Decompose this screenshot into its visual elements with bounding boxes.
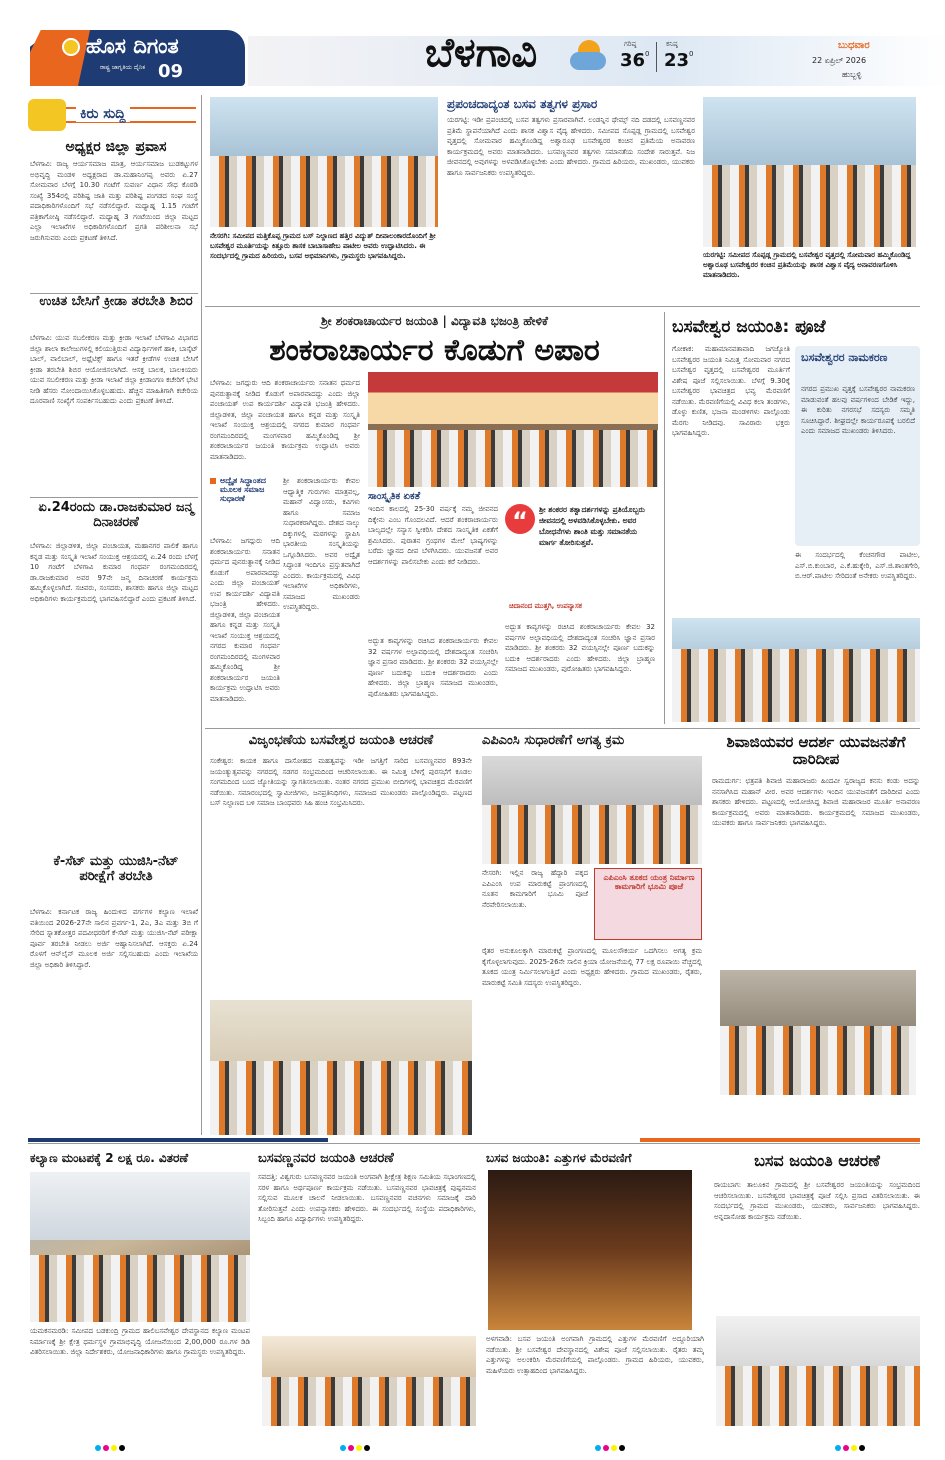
right-tail: ಈ ಸಂದರ್ಭದಲ್ಲಿ ಕೆಂಚನಗೌಡ ಪಾಟೀಲ, ಎಸ್.ಬಿ.ಕುಂಬಾರ, ಎ.ಕೆ.ಹುಕ್ಕೇರಿ, ಎಸ್.ಜಿ.ಶಾಂತಗೇರಿ, ಬಿ.ಆರ್.ಪಾಟೀಲ ಸೇರಿದಂತೆ ಅನೇಕರು ಉಪಸ್ಥಿತರಿದ್ದರು. — [795, 551, 920, 580]
kiru-suddi-column — [26, 95, 199, 1140]
naming-box-body: ನಗರದ ಪ್ರಮುಖ ವೃತ್ತಕ್ಕೆ ಬಸವೇಶ್ವರರ ನಾಮಕರಣ ಮಾಡುವಂತೆ ಹಲವು ವರ್ಷಗಳಿಂದ ಬೇಡಿಕೆ ಇದ್ದು, ಈ ಕುರಿತು ನಗರಸಭೆ ಸದಸ್ಯರು ಸಮ್ಮತಿ ಸೂಚಿಸಿದ್ದಾರೆ. ಶೀಘ್ರದಲ್ಲೇ ಕಾರ್ಯರೂಪಕ್ಕೆ ಬರಲಿದೆ ಎಂದು ಸಮಾಜದ ಮುಖಂಡರು ತಿಳಿಸಿದರು. — [801, 385, 915, 435]
lead-col-4: ಇಂದಿನ ಕಾಲದಲ್ಲಿ 25-30 ವರ್ಷಕ್ಕೆ ನಮ್ಮ ಜೀವನದ ದಿಕ್ಕೇನು ಎಂಬ ಗೊಂದಲವಿದೆ. ಆದರೆ ಶಂಕರಾಚಾರ್ಯರು ಬಾಲ್ಯದಲ್ಲೇ ಸನ್ಯಾಸ ಸ್ವೀಕರಿಸಿ ದೇಶದ ಸಾಂಸ್ಕೃತಿಕ ಏಕತೆಗೆ ಶ್ರಮಿಸಿದರು. ಪುರಾತನ ಗ್ರಂಥಗಳ ಮೇಲೆ ಭಾಷ್ಯಗಳನ್ನು ಬರೆದು ಜ್ಞಾನದ ದೀಪ ಬೆಳಗಿಸಿದರು. ಯುವಜನತೆ ಅವರ ಆದರ್ಶಗಳನ್ನು ಪಾಲಿಸಬೇಕು ಎಂದು ಕರೆ ನೀಡಿದರು. — [368, 505, 498, 566]
bottom-band-navy — [28, 1138, 328, 1142]
brief-2-title: ಉಚಿತ ಬೇಸಿಗೆ ಕ್ರೀಡಾ ತರಬೇತಿ ಶಿಬಿರ — [39, 294, 193, 309]
registration-marks — [340, 1436, 372, 1455]
date-label: 22 ಏಪ್ರಿಲ್ 2026 — [812, 56, 867, 65]
headline-kalyana-mantapa: ಕಲ್ಯಾಣ ಮಂಟಪಕ್ಕೆ 2 ಲಕ್ಷ ರೂ. ವಿತರಣೆ — [30, 1151, 189, 1165]
photo-procession — [672, 618, 920, 722]
column-rule — [201, 95, 202, 1135]
bottom-band-orange — [640, 1138, 920, 1142]
lead-col-2: ಶ್ರೀ ಶಂಕರಾಚಾರ್ಯರು ಕೇವಲ ಆಧ್ಯಾತ್ಮಿಕ ಗುರುಗಳು ಮಾತ್ರವಲ್ಲ, ಮಹಾನ್ ವಿದ್ವಾಂಸರು, ಕವಿಗಳು ಹಾಗೂ ಸಮಾಜ ಸುಧಾರಕರಾಗಿದ್ದರು. ದೇಶದ ನಾಲ್ಕು ದಿಕ್ಕುಗಳಲ್ಲಿ ಮಠಗಳನ್ನು ಸ್ಥಾಪಿಸಿ ಭಾರತೀಯ ಸಂಸ್ಕೃತಿಯನ್ನು ಒಗ್ಗೂಡಿಸಿದರು. ಅವರ ಅದ್ವೈತ ಸಿದ್ಧಾಂತ ಇಂದಿಗೂ ಪ್ರಸ್ತುತವಾಗಿದೆ ಎಂದರು. ಕಾರ್ಯಕ್ರಮದಲ್ಲಿ ವಿವಿಧ ಇಲಾಖೆಗಳ ಅಧಿಕಾರಿಗಳು, ಸಮಾಜದ ಮುಖಂಡರು ಉಪಸ್ಥಿತರಿದ್ದರು. — [283, 477, 360, 611]
brief-1-body: ಬೆಳಗಾವಿ: ರಾಜ್ಯ ಆರ್ಯಸಮಾಜ ಮಾತ್ರ, ಆರ್ಯಸಮಾಜ ಬುಡಕಟ್ಟುಗಳ ಅಭಿವೃದ್ಧಿ ಮಂಡಳಿ ಅಧ್ಯಕ್ಷರಾದ ಡಾ.ಮಹಾನಿಂಗಪ್ಪ ಅವರು ಏ.27 ಸೋಮವಾರ ಬೆಳಗ್ಗೆ 10.30 ಗಂಟೆಗೆ ಸುವರ್ಣ ವಿಧಾನ ಸೌಧ ಕೊಠಡಿ ಸಂಖ್ಯೆ 354ರಲ್ಲಿ ಪರಿಶಿಷ್ಟ ಜಾತಿ ಮತ್ತು ಪರಿಶಿಷ್ಟ ಪಂಗಡದ ಸಂಘ ಸಂಸ್ಥೆ ಪದಾಧಿಕಾರಿಗಳೊಂದಿಗೆ ಸಭೆ ನಡೆಸಲಿದ್ದಾರೆ. ಮಧ್ಯಾಹ್ನ 1.15 ಗಂಟೆಗೆ ಪತ್ರಿಕಾಗೋಷ್ಠಿ ನಡೆಸಲಿದ್ದಾರೆ. ಮಧ್ಯಾಹ್ನ 3 ಗಂಟೆಯಿಂದ ಜಿಲ್ಲಾ ಮಟ್ಟದ ಎಲ್ಲಾ ಇಲಾಖೆಗಳ ಅಧಿಕಾರಿಗಳೊಂದಿಗೆ ಪ್ರಗತಿ ಪರಿಶೀಲನಾ ಸಭೆ ಜರುಗಿಸುವರು ಎಂದು ಪ್ರಕಟಣೆ ತಿಳಿಸಿದೆ. — [30, 160, 198, 242]
brief-3-body: ಬೆಳಗಾವಿ: ಜಿಲ್ಲಾಡಳಿತ, ಜಿಲ್ಲಾ ಪಂಚಾಯತ, ಮಹಾನಗರ ಪಾಲಿಕೆ ಹಾಗೂ ಕನ್ನಡ ಮತ್ತು ಸಂಸ್ಕೃತಿ ಇಲಾಖೆ ಸಂಯುಕ್ತ ಆಶ್ರಯದಲ್ಲಿ ಏ.24 ರಂದು ಬೆಳಗ್ಗೆ 10 ಗಂಟೆಗೆ ಬೆಳಗಾವಿ ಕುಮಾರ ಗಂಧರ್ವ ರಂಗಮಂದಿರದಲ್ಲಿ ಡಾ.ರಾಜಕುಮಾರ ಅವರ 97ನೇ ಜನ್ಮ ದಿನಾಚರಣೆ ಕಾರ್ಯಕ್ರಮ ಹಮ್ಮಿಕೊಳ್ಳಲಾಗಿದೆ. ಸಚಿವರು, ಸಂಸದರು, ಶಾಸಕರು ಹಾಗೂ ಜಿಲ್ಲಾ ಮಟ್ಟದ ಅಧಿಕಾರಿಗಳು ಕಾರ್ಯಕ್ರಮದಲ್ಲಿ ಭಾಗವಹಿಸಲಿದ್ದಾರೆ ಎಂದು ಪ್ರಕಟಣೆ ತಿಳಿಸಿದೆ. — [30, 542, 198, 603]
body-sankeshwar: ಸಂಕೇಶ್ವರ: ಕಾಯಕ ಹಾಗೂ ದಾಸೋಹದ ಮಹತ್ವವನ್ನು ಇಡೀ ಜಗತ್ತಿಗೆ ಸಾರಿದ ಬಸವಣ್ಣನವರ 893ನೇ ಜಯಂತ್ಯುತ್ಸವವನ್ನು ನಗರದಲ್ಲಿ ಸಡಗರ ಸಂಭ್ರಮದಿಂದ ಆಚರಿಸಲಾಯಿತು. ಈ ನಿಮಿತ್ತ ಬೆಳಿಗ್ಗೆ ಪುರಸಭೆಗೆ ಕೂಡಲ ಸಂಗಮದಿಂದ ಬಂದ ಜ್ಯೋತಿಯನ್ನು ಸ್ವಾಗತಿಸಲಾಯಿತು. ನಂತರ ನಗರದ ಪ್ರಮುಖ ಬೀದಿಗಳಲ್ಲಿ ಭಾವಚಿತ್ರದ ಮೆರವಣಿಗೆ ನಡೆಯಿತು. ಸಮಾರಂಭದಲ್ಲಿ ಸ್ವಾಮೀಜಿಗಳು, ಜನಪ್ರತಿನಿಧಿಗಳು, ಸಮಾಜದ ಮುಖಂಡರು ಪಾಲ್ಗೊಂಡಿದ್ದರು. ಪಟ್ಟಣದ ಬಸ್ ನಿಲ್ದಾಣದ ಬಳಿ ಸಮಾಜ ಬಾಂಧವರು ಸಿಹಿ ಹಂಚಿ ಸಂಭ್ರಮಿಸಿದರು. — [210, 757, 472, 807]
photo-apmc — [482, 756, 702, 864]
caption-apmc: ನೇಸರಗಿ: ಇಲ್ಲಿನ ರಾಜ್ಯ ಹೆದ್ದಾರಿ ಪಕ್ಕದ ಎಪಿಎಂಸಿ ಉಪ ಮಾರುಕಟ್ಟೆ ಪ್ರಾಂಗಣದಲ್ಲಿ ನೂತನ ಕಾಮಗಾರಿಗೆ ಭೂಮಿ ಪೂಜೆ ನೆರವೇರಿಸಲಾಯಿತು. — [482, 869, 588, 909]
max-label: ಗರಿಷ್ಠ — [624, 40, 637, 48]
divider — [28, 1143, 920, 1144]
lead-kicker: ಶ್ರೀ ಶಂಕರಾಚಾರ್ಯರ ಜಯಂತಿ | ವಿದ್ಯಾವತಿ ಭಜಂತ್ರಿ ಹೇಳಿಕೆ — [321, 314, 548, 328]
headline-basaveshwara-pooje: ಬಸವೇಶ್ವರ ಜಯಂತಿ: ಪೂಜೆ — [672, 317, 826, 337]
lead-headline: ಶಂಕರಾಚಾರ್ಯರ ಕೊಡುಗೆ ಅಪಾರ — [269, 333, 600, 368]
kiru-label: ಕಿರು ಸುದ್ದಿ — [76, 106, 130, 122]
body-apmc: ರೈತರ ಅನುಕೂಲಕ್ಕಾಗಿ ಮಾರುಕಟ್ಟೆ ಪ್ರಾಂಗಣದಲ್ಲಿ ಮೂಲಸೌಕರ್ಯ ಒದಗಿಸಲು ಅಗತ್ಯ ಕ್ರಮ ಕೈಗೊಳ್ಳಲಾಗುವುದು. 2025-26ನೇ ಸಾಲಿನ ಕ್ರಿಯಾ ಯೋಜನೆಯಲ್ಲಿ 77 ಲಕ್ಷ ರೂಪಾಯಿ ವೆಚ್ಚದಲ್ಲಿ ತೂಕದ ಯಂತ್ರ ನಿರ್ಮಿಸಲಾಗುತ್ತಿದೆ ಎಂದು ಅಧ್ಯಕ್ಷರು ಹೇಳಿದರು. ಗ್ರಾಮದ ಮುಖಂಡರು, ರೈತರು, ಮಾರುಕಟ್ಟೆ ಸಮಿತಿ ಸದಸ್ಯರು ಉಪಸ್ಥಿತರಿದ್ದರು. — [482, 947, 702, 987]
lead-col-3: ಅದ್ಭುತ ಕಾವ್ಯಗಳನ್ನು ರಚಿಸಿದ ಶಂಕರಾಚಾರ್ಯರು ಕೇವಲ 32 ವರ್ಷಗಳ ಅಲ್ಪಾವಧಿಯಲ್ಲಿ ದೇಶದಾದ್ಯಂತ ಸಂಚರಿಸಿ ಜ್ಞಾನ ಪ್ರಸಾರ ಮಾಡಿದರು. ಶ್ರೀ ಶಂಕರರು 32 ವಯಸ್ಸಿನಲ್ಲೇ ಪೂರ್ಣ ಬದುಕನ್ನು ಬದುಕಿ ಆದರ್ಶರಾದರು ಎಂದು ಹೇಳಿದರು. ಜಿಲ್ಲಾ ಬ್ರಾಹ್ಮಣ ಸಮಾಜದ ಮುಖಂಡರು, ಪುರೋಹಿತರು ಭಾಗವಹಿಸಿದ್ದರು. — [368, 637, 498, 698]
lead-pull-1: ಅದ್ವೈತ ಸಿದ್ಧಾಂತದ ಮೂಲಕ ಸಮಾಜ ಸುಧಾರಣೆ — [220, 476, 266, 504]
photo-shrine — [488, 1170, 692, 1330]
lead-col-2b: ಬೆಳಗಾವಿ: ಜಗದ್ಗುರು ಆದಿ ಶಂಕರಾಚಾರ್ಯರು ಸನಾತನ ಧರ್ಮದ ಪುನರುತ್ಥಾನಕ್ಕೆ ನೀಡಿದ ಕೊಡುಗೆ ಅಪಾರವಾದದ್ದು ಎಂದು ಜಿಲ್ಲಾ ಪಂಚಾಯತ್ ಉಪ ಕಾರ್ಯದರ್ಶಿ ವಿದ್ಯಾವತಿ ಭಜಂತ್ರಿ ಹೇಳಿದರು. ಜಿಲ್ಲಾಡಳಿತ, ಜಿಲ್ಲಾ ಪಂಚಾಯತ ಹಾಗೂ ಕನ್ನಡ ಮತ್ತು ಸಂಸ್ಕೃತಿ ಇಲಾಖೆ ಸಂಯುಕ್ತ ಆಶ್ರಯದಲ್ಲಿ ನಗರದ ಕುಮಾರ ಗಂಧರ್ವ ರಂಗಮಂದಿರದಲ್ಲಿ ಮಂಗಳವಾರ ಹಮ್ಮಿಕೊಂಡಿದ್ದ ಶ್ರೀ ಶಂಕರಾಚಾರ್ಯರ ಜಯಂತಿ ಕಾರ್ಯಕ್ರಮ ಉದ್ಘಾಟಿಸಿ ಅವರು ಮಾತನಾಡಿದರು. — [210, 537, 280, 703]
apmc-box-text: ಎಪಿಎಂಸಿ ತೂಕದ ಯಂತ್ರ ನಿರ್ಮಾಣ ಕಾಮಗಾರಿಗೆ ಭೂಮಿ ಪೂಜೆ — [603, 873, 695, 892]
max-temp: 36 — [620, 50, 646, 71]
photo-raybag — [716, 1316, 920, 1426]
quote-box — [505, 500, 655, 618]
body-ettugala: ಅಳಗವಾಡಿ: ಬಸವ ಜಯಂತಿ ಅಂಗವಾಗಿ ಗ್ರಾಮದಲ್ಲಿ ಎತ್ತುಗಳ ಮೆರವಣಿಗೆ ಅದ್ದೂರಿಯಾಗಿ ನಡೆಯಿತು. ಶ್ರೀ ಬಸವೇಶ್ವರ ದೇವಸ್ಥಾನದಲ್ಲಿ ವಿಶೇಷ ಪೂಜೆ ಸಲ್ಲಿಸಲಾಯಿತು. ರೈತರು ತಮ್ಮ ಎತ್ತುಗಳನ್ನು ಅಲಂಕರಿಸಿ ಮೆರವಣಿಗೆಯಲ್ಲಿ ಪಾಲ್ಗೊಂಡರು. ಗ್ರಾಮದ ಹಿರಿಯರು, ಯುವಕರು, ಮಹಿಳೆಯರು ಉತ್ಸಾಹದಿಂದ ಭಾಗವಹಿಸಿದ್ದರು. — [486, 1335, 704, 1375]
page-number: 09 — [158, 61, 184, 82]
registration-marks — [835, 1436, 867, 1455]
photo-shivaji — [720, 970, 916, 1095]
column-rule — [664, 312, 665, 724]
caption-mattikoppa: ನೇಸರಗಿ: ಸಮೀಪದ ಮತ್ತಿಕೊಪ್ಪ ಗ್ರಾಮದ ಬಸ್ ನಿಲ್ದಾಣದ ಹತ್ತಿರ ವಿದ್ಯುತ್ ದೀಪಾಲಂಕಾರದೊಂದಿಗೆ ಶ್ರೀ ಬಸವೇಶ್ವರ ಮೂರ್ತಿಯನ್ನು ಕಿತ್ತೂರು ಶಾಸಕ ಬಾಬಾಸಾಹೇಬ ಪಾಟೀಲ ಅವರು ಉದ್ಘಾಟಿಸಿದರು. ಈ ಸಂದರ್ಭದಲ್ಲಿ ಗ್ರಾಮದ ಹಿರಿಯರು, ಬಸವ ಅಭಿಮಾನಿಗಳು, ಗ್ರಾಮಸ್ಥರು ಭಾಗವಹಿಸಿದ್ದರು. — [210, 232, 436, 260]
photo-sankeshwar — [210, 1000, 472, 1135]
body-basavanna-jayanti: ಸವದತ್ತಿ: ವಿಶ್ವಗುರು ಬಸವಣ್ಣನವರ ಜಯಂತಿ ಅಂಗವಾಗಿ ಶ್ರೀಕ್ಷೇತ್ರ ಶಿಕ್ಷಣ ಸಮಿತಿಯ ಸಭಾಂಗಣದಲ್ಲಿ ಸರಳ ಹಾಗೂ ಅರ್ಥಪೂರ್ಣ ಕಾರ್ಯಕ್ರಮ ನಡೆಯಿತು. ಬಸವಣ್ಣನವರ ಭಾವಚಿತ್ರಕ್ಕೆ ಪುಷ್ಪನಮನ ಸಲ್ಲಿಸುವ ಮೂಲಕ ಚಾಲನೆ ನೀಡಲಾಯಿತು. ಬಸವಣ್ಣನವರ ವಚನಗಳು ಸಮಾಜಕ್ಕೆ ದಾರಿ ತೋರಿಸುತ್ತವೆ ಎಂದು ಉಪನ್ಯಾಸಕರು ಹೇಳಿದರು. ಈ ಸಂದರ್ಭದಲ್ಲಿ ಸಂಸ್ಥೆಯ ಪದಾಧಿಕಾರಿಗಳು, ಸಿಬ್ಬಂದಿ ಹಾಗೂ ವಿದ್ಯಾರ್ಥಿಗಳು ಉಪಸ್ಥಿತರಿದ್ದರು. — [258, 1173, 476, 1223]
registration-marks — [95, 1436, 127, 1455]
lead-col-1: ಬೆಳಗಾವಿ: ಜಗದ್ಗುರು ಆದಿ ಶಂಕರಾಚಾರ್ಯರು ಸನಾತನ ಧರ್ಮದ ಪುನರುತ್ಥಾನಕ್ಕೆ ನೀಡಿದ ಕೊಡುಗೆ ಅಪಾರವಾದದ್ದು ಎಂದು ಜಿಲ್ಲಾ ಪಂಚಾಯತ್ ಉಪ ಕಾರ್ಯದರ್ಶಿ ವಿದ್ಯಾವತಿ ಭಜಂತ್ರಿ ಹೇಳಿದರು. ಜಿಲ್ಲಾಡಳಿತ, ಜಿಲ್ಲಾ ಪಂಚಾಯತ ಹಾಗೂ ಕನ್ನಡ ಮತ್ತು ಸಂಸ್ಕೃತಿ ಇಲಾಖೆ ಸಂಯುಕ್ತ ಆಶ್ರಯದಲ್ಲಿ ನಗರದ ಕುಮಾರ ಗಂಧರ್ವ ರಂಗಮಂದಿರದಲ್ಲಿ ಮಂಗಳವಾರ ಹಮ್ಮಿಕೊಂಡಿದ್ದ ಶ್ರೀ ಶಂಕರಾಚಾರ್ಯರ ಜಯಂತಿ ಕಾರ್ಯಕ್ರಮ ಉದ್ಘಾಟಿಸಿ ಅವರು ಮಾತನಾಡಿದರು. — [210, 379, 360, 461]
pull-quote-marker — [210, 478, 216, 484]
headline-basavanna-jayanti: ಬಸವಣ್ಣನವರ ಜಯಂತಿ ಆಚರಣೆ — [258, 1151, 394, 1166]
headline-basava-jayanti-acharane: ಬಸವ ಜಯಂತಿ ಆಚರಣೆ — [754, 1151, 880, 1170]
brief-1-title: ಅಧ್ಯಕ್ಷರ ಜಿಲ್ಲಾ ಪ್ರವಾಸ — [65, 139, 167, 155]
headline-shivaji: ಶಿವಾಜಿಯವರ ಆದರ್ಶ ಯುವಜನತೆಗೆ ದಾರಿದೀಪ — [726, 733, 906, 769]
body-shivaji: ರಾಮದುರ್ಗ: ಛತ್ರಪತಿ ಶಿವಾಜಿ ಮಹಾರಾಜರು ಹಿಂದವೀ ಸ್ವರಾಜ್ಯದ ಕನಸು ಕಂಡು ಅದನ್ನು ನನಸಾಗಿಸಿದ ಮಹಾನ್ ವೀರ. ಅವರ ಆದರ್ಶಗಳು ಇಂದಿನ ಯುವಜನತೆಗೆ ದಾರಿದೀಪ ಎಂದು ಶಾಸಕರು ಹೇಳಿದರು. ಪಟ್ಟಣದಲ್ಲಿ ಆಯೋಜಿಸಿದ್ದ ಶಿವಾಜಿ ಮಹಾರಾಜರ ಮೂರ್ತಿ ಅನಾವರಣ ಕಾರ್ಯಕ್ರಮದಲ್ಲಿ ಅವರು ಮಾತನಾಡಿದರು. ಕಾರ್ಯಕ್ರಮದಲ್ಲಿ ಸಮಾಜದ ಮುಖಂಡರು, ಯುವಕರು ಹಾಗೂ ಸಾರ್ವಜನಿಕರು ಭಾಗವಹಿಸಿದ್ದರು. — [712, 777, 920, 827]
logo-tagline: ರಾಷ್ಟ್ರ ಜಾಗೃತಿಯ ದೈನಿಕ — [100, 64, 146, 71]
headline-sankeshwar: ವಿಜೃಂಭಣೆಯ ಬಸವೇಶ್ವರ ಜಯಂತಿ ಆಚರಣೆ — [248, 733, 434, 748]
min-temp: 23 — [664, 50, 690, 71]
divider — [205, 728, 920, 729]
quote-text: ಶ್ರೀ ಶಂಕರರ ತತ್ವಾದರ್ಶಗಳನ್ನು ಪ್ರತಿಯೊಬ್ಬರು ಜೀವನದಲ್ಲಿ ಅಳವಡಿಸಿಕೊಳ್ಳಬೇಕು. ಅವರ ಬೋಧನೆಗಳು ಶಾಂತಿ ಮತ್ತು ಸಮಾನತೆಯ ಮಾರ್ಗ ತೋರಿಸುತ್ತವೆ. — [539, 505, 645, 547]
degree-symbol: 0 — [645, 50, 650, 58]
photo-mattikoppa — [210, 97, 438, 227]
city-label: ಹುಬ್ಬಳ್ಳಿ — [842, 70, 862, 79]
photo-savadatti — [262, 1336, 476, 1426]
masthead — [0, 0, 945, 92]
brief-2-body: ಬೆಳಗಾವಿ: ಯುವ ಸಬಲೀಕರಣ ಮತ್ತು ಕ್ರೀಡಾ ಇಲಾಖೆ ಬೆಳಗಾವಿ ವಿಭಾಗದ ಜಿಲ್ಲಾ ಶಾಲಾ ಕಾಲೇಜುಗಳಲ್ಲಿ ಕಲಿಯುತ್ತಿರುವ ವಿದ್ಯಾರ್ಥಿಗಳಿಗೆ ಹಾಕಿ, ಬಾಸ್ಕೆಟ್ ಬಾಲ್, ವಾಲಿಬಾಲ್, ಅಥ್ಲೆಟಿಕ್ಸ್ ಹಾಗೂ ಇತರೆ ಕ್ರೀಡೆಗಳ ಉಚಿತ ಬೇಸಿಗೆ ಕ್ರೀಡಾ ತರಬೇತಿ ಶಿಬಿರ ಆಯೋಜಿಸಲಾಗಿದೆ. ಆಸಕ್ತ ಬಾಲಕ, ಬಾಲಕಿಯರು ಯುವ ಸಬಲೀಕರಣ ಮತ್ತು ಕ್ರೀಡಾ ಇಲಾಖೆ ಜಿಲ್ಲಾ ಕ್ರೀಡಾಂಗಣ ಕಚೇರಿಗೆ ಭೇಟಿ ನೀಡಿ ಹೆಸರು ನೋಂದಾಯಿಸಿಕೊಳ್ಳಬಹುದು. ಹೆಚ್ಚಿನ ಮಾಹಿತಿಗಾಗಿ ಕಚೇರಿಯ ದೂರವಾಣಿ ಸಂಖ್ಯೆಗೆ ಸಂಪರ್ಕಿಸಬಹುದು ಎಂದು ಪ್ರಕಟಣೆ ತಿಳಿಸಿದೆ. — [30, 334, 198, 405]
kiru-header — [28, 95, 198, 133]
registration-marks — [595, 1436, 627, 1455]
body-basava-tatva: ಯರಗಟ್ಟಿ: ಇಡೀ ಪ್ರಪಂಚದಲ್ಲಿ ಬಸವ ತತ್ವಗಳು ಪ್ರಸಾರವಾಗಿವೆ. ಲಂಡನ್ನಿನ ಥೇಮ್ಸ್ ನದಿ ದಡದಲ್ಲಿ ಬಸವಣ್ಣನವರ ಪ್ರತಿಮೆ ಸ್ಥಾಪನೆಯಾಗಿದೆ ಎಂದು ಶಾಸಕ ವಿಶ್ವಾಸ ವೈದ್ಯ ಹೇಳಿದರು. ಸಮೀಪದ ಸೊಪ್ಪಡ್ಲ ಗ್ರಾಮದಲ್ಲಿ ಬಸವೇಶ್ವರ ವೃತ್ತದಲ್ಲಿ ಸೋಮವಾರ ಹಮ್ಮಿಕೊಂಡಿದ್ದ ಅಶ್ವಾರೂಢ ಬಸವೇಶ್ವರರ ಕಂಚಿನ ಪ್ರತಿಮೆಯ ಅನಾವರಣ ಕಾರ್ಯಕ್ರಮದಲ್ಲಿ ಅವರು ಮಾತನಾಡಿದರು. ಬಸವಣ್ಣನವರ ತತ್ವಗಳು ಸಮಾನತೆಯ ಸಂದೇಶ ಸಾರುತ್ತವೆ. ನಿಜ ಜೀವನದಲ್ಲಿ ಅವುಗಳನ್ನು ಅಳವಡಿಸಿಕೊಳ್ಳಬೇಕು ಎಂದು ಹೇಳಿದರು. ಗ್ರಾಮದ ಹಿರಿಯರು, ಮುಖಂಡರು, ಯುವಕರು ಹಾಗೂ ಸಾರ್ವಜನಿಕರು ಉಪಸ್ಥಿತರಿದ್ದರು. — [447, 116, 695, 177]
min-label: ಕನಿಷ್ಠ — [666, 40, 678, 48]
body-basaveshwara-pooje: ಗೋಕಾಕ: ಮಹಾಮಾನವತಾವಾದಿ ಜಗಜ್ಯೋತಿ ಬಸವೇಶ್ವರರ ಜಯಂತಿ ನಿಮಿತ್ತ ಸೋಮವಾರ ನಗರದ ಬಸವೇಶ್ವರ ವೃತ್ತದಲ್ಲಿ ಬಸವೇಶ್ವರರ ಮೂರ್ತಿಗೆ ವಿಶೇಷ ಪೂಜೆ ಸಲ್ಲಿಸಲಾಯಿತು. ಬೆಳಗ್ಗೆ 9.30ಕ್ಕೆ ಬಸವೇಶ್ವರರ ಭಾವಚಿತ್ರದ ಭವ್ಯ ಮೆರವಣಿಗೆ ನಡೆಯಿತು. ಮೆರವಣಿಗೆಯಲ್ಲಿ ವಿವಿಧ ಕಲಾ ತಂಡಗಳು, ಡೊಳ್ಳು ಕುಣಿತ, ಭಜನಾ ಮಂಡಳಿಗಳು ಪಾಲ್ಗೊಂಡು ಮೆರಗು ನೀಡಿದವು. ಸಾವಿರಾರು ಭಕ್ತರು ಭಾಗವಹಿಸಿದ್ದರು. — [672, 345, 790, 437]
photo-kalyana — [30, 1172, 250, 1322]
lead-pull-2: ಸಾಂಸ್ಕೃತಿಕ ಏಕತೆ — [368, 491, 421, 502]
sun-cloud-icon — [570, 40, 610, 72]
temp-divider — [656, 42, 657, 72]
lamp-icon — [62, 38, 80, 56]
body-kalyana: ಯಮಕನಮರಡಿ: ಸಮೀಪದ ಬಡಕುಂದ್ರಿ ಗ್ರಾಮದ ಹಾಲಿಬಸವೇಶ್ವರ ದೇವಸ್ಥಾನದ ಕಲ್ಯಾಣ ಮಂಟಪ ನಿರ್ಮಾಣಕ್ಕೆ ಶ್ರೀ ಕ್ಷೇತ್ರ ಧರ್ಮಸ್ಥಳ ಗ್ರಾಮಾಭಿವೃದ್ಧಿ ಯೋಜನೆಯಿಂದ 2,00,000 ರೂ.ಗಳ ಡಿಡಿ ವಿತರಿಸಲಾಯಿತು. ಜಿಲ್ಲಾ ನಿರ್ದೇಶಕರು, ಯೋಜನಾಧಿಕಾರಿಗಳು ಹಾಗೂ ಗ್ರಾಮಸ್ಥರು ಉಪಸ್ಥಿತರಿದ್ದರು. — [30, 1327, 250, 1356]
quote-author: ಚಿದಾನಂದ ಮುತ್ತಗಿ, ಉಪನ್ಯಾಸಕ — [509, 602, 582, 610]
brief-4-body: ಬೆಳಗಾವಿ: ಕರ್ನಾಟಕ ರಾಜ್ಯ ಹಿಂದುಳಿದ ವರ್ಗಗಳ ಕಲ್ಯಾಣ ಇಲಾಖೆ ವತಿಯಿಂದ 2026-27ನೇ ಸಾಲಿನ ಪ್ರವರ್ಗ-1, 2ಎ, 3ಎ ಮತ್ತು 3ಬಿ ಗೆ ಸೇರಿದ ಸ್ನಾತಕೋತ್ತರ ಪದವೀಧರರಿಗೆ ಕೆ-ಸೆಟ್ ಮತ್ತು ಯುಜಿಸಿ-ನೆಟ್ ಪರೀಕ್ಷಾ ಪೂರ್ವ ತರಬೇತಿ ನೀಡಲು ಅರ್ಜಿ ಆಹ್ವಾನಿಸಲಾಗಿದೆ. ಆಸಕ್ತರು ಏ.24 ರೊಳಗೆ ಆನ್‌ಲೈನ್ ಮೂಲಕ ಅರ್ಜಿ ಸಲ್ಲಿಸಬಹುದು ಎಂದು ಇಲಾಖೆಯ ಜಿಲ್ಲಾ ಅಧಿಕಾರಿ ತಿಳಿಸಿದ್ದಾರೆ. — [30, 907, 198, 1137]
logo-text: ಹೊಸ ದಿಗಂತ — [86, 34, 179, 58]
caption-soppadla: ಯರಗಟ್ಟಿ: ಸಮೀಪದ ಸೊಪ್ಪಡ್ಲ ಗ್ರಾಮದಲ್ಲಿ ಬಸವೇಶ್ವರ ವೃತ್ತದಲ್ಲಿ ಸೋಮವಾರ ಹಮ್ಮಿಕೊಂಡಿದ್ದ ಅಶ್ವಾರೂಢ ಬಸವೇಶ್ವರರ ಕಂಚಿನ ಪ್ರತಿಮೆಯನ್ನು ಶಾಸಕ ವಿಶ್ವಾಸ ವೈದ್ಯ ಅನಾವರಣಗೊಳಿಸಿ ಮಾತನಾಡಿದರು. — [703, 251, 911, 279]
headline-basava-tatva: ಪ್ರಪಂಚದಾದ್ಯಂತ ಬಸವ ತತ್ವಗಳ ಪ್ರಸಾರ — [447, 97, 598, 111]
lead-col-5: ಅದ್ಭುತ ಕಾವ್ಯಗಳನ್ನು ರಚಿಸಿದ ಶಂಕರಾಚಾರ್ಯರು ಕೇವಲ 32 ವರ್ಷಗಳ ಅಲ್ಪಾವಧಿಯಲ್ಲಿ ದೇಶದಾದ್ಯಂತ ಸಂಚರಿಸಿ ಜ್ಞಾನ ಪ್ರಸಾರ ಮಾಡಿದರು. ಶ್ರೀ ಶಂಕರರು 32 ವಯಸ್ಸಿನಲ್ಲೇ ಪೂರ್ಣ ಬದುಕನ್ನು ಬದುಕಿ ಆದರ್ಶರಾದರು ಎಂದು ಹೇಳಿದರು. ಜಿಲ್ಲಾ ಬ್ರಾಹ್ಮಣ ಸಮಾಜದ ಮುಖಂಡರು, ಪುರೋಹಿತರು ಭಾಗವಹಿಸಿದ್ದರು. — [505, 623, 655, 673]
hand-icon — [28, 99, 66, 131]
photo-lead-ceremony — [368, 372, 658, 487]
degree-symbol-2: 0 — [689, 50, 694, 58]
apmc-box — [594, 868, 702, 940]
edition-name: ಬೆಳಗಾವಿ — [425, 29, 538, 76]
photo-soppadla — [703, 97, 916, 247]
divider — [30, 497, 198, 498]
naming-box — [795, 346, 920, 546]
body-raybag: ರಾಯಬಾಗ: ತಾಲೂಕಿನ ಗ್ರಾಮದಲ್ಲಿ ಶ್ರೀ ಬಸವೇಶ್ವರರ ಜಯಂತಿಯನ್ನು ಸಂಭ್ರಮದಿಂದ ಆಚರಿಸಲಾಯಿತು. ಬಸವೇಶ್ವರರ ಭಾವಚಿತ್ರಕ್ಕೆ ಪೂಜೆ ಸಲ್ಲಿಸಿ ಪ್ರಸಾದ ವಿತರಿಸಲಾಯಿತು. ಈ ಸಂದರ್ಭದಲ್ಲಿ ಗ್ರಾಮದ ಮುಖಂಡರು, ಯುವಕರು, ಸಾರ್ವಜನಿಕರು ಭಾಗವಹಿಸಿದ್ದರು. ಅನ್ನದಾಸೋಹ ಕಾರ್ಯಕ್ರಮ ನಡೆಯಿತು. — [714, 1181, 920, 1221]
brief-3-title: ಏ.24ರಂದು ಡಾ.ರಾಜಕುಮಾರ ಜನ್ಮ ದಿನಾಚರಣೆ — [38, 500, 194, 530]
headline-apmc: ಎಪಿಎಂಸಿ ಸುಧಾರಣೆಗೆ ಅಗತ್ಯ ಕ್ರಮ — [482, 733, 625, 748]
brief-4-title: ಕೆ-ಸೆಟ್ ಮತ್ತು ಯುಜಿಸಿ-ನೆಟ್ ಪರೀಕ್ಷೆಗೆ ತರಬೇತಿ — [36, 855, 196, 885]
quote-icon: “ — [505, 504, 535, 534]
day-label: ಬುಧವಾರ — [838, 40, 870, 51]
divider — [205, 306, 920, 307]
naming-box-title: ಬಸವೇಶ್ವರರ ನಾಮಕರಣ — [801, 351, 888, 364]
headline-ettugala-mervanige: ಬಸವ ಜಯಂತಿ: ಎತ್ತುಗಳ ಮೆರವಣಿಗೆ — [486, 1151, 632, 1165]
